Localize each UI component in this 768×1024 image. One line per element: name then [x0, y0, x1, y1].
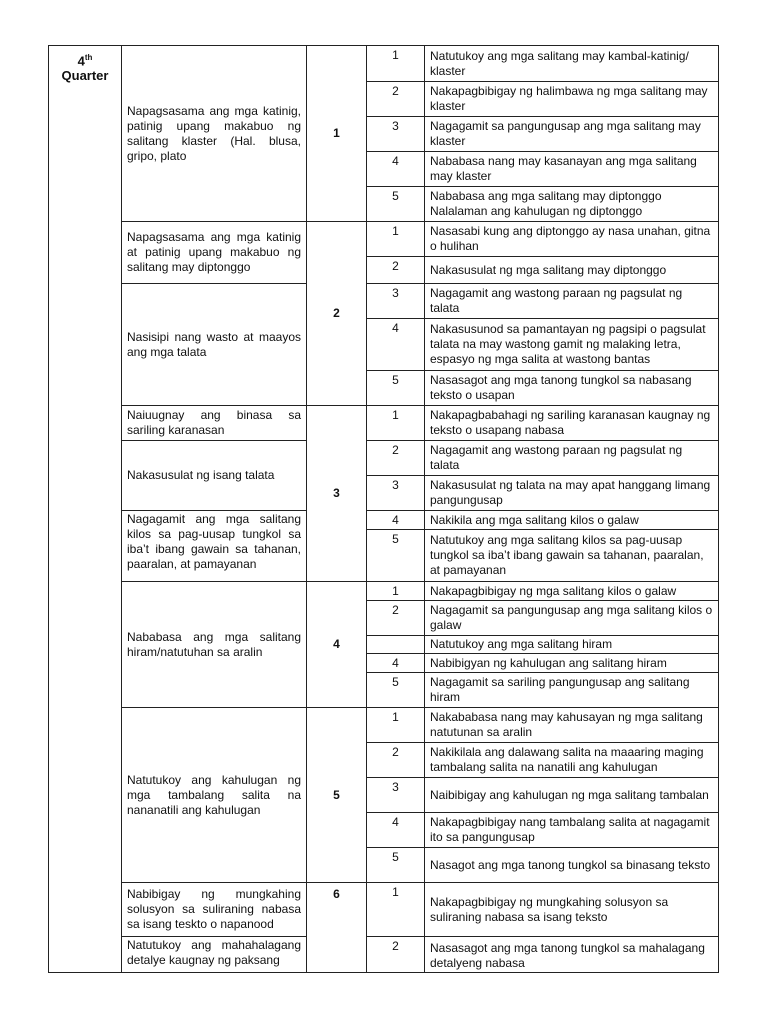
day-cell: 1	[367, 222, 425, 257]
objective-cell: Nagagamit sa sariling pangungusap ang salitang hiram	[425, 673, 719, 708]
objective-cell: Nagagamit ang wastong paraan ng pagsulat ng talata	[425, 441, 719, 476]
day-cell: 3	[367, 476, 425, 511]
quarter-label: Quarter	[61, 68, 109, 84]
day-cell: 2	[367, 937, 425, 973]
objective-cell: Nagagamit ang wastong paraan ng pagsulat ng talata	[425, 284, 719, 319]
objective-cell: Naibibigay ang kahulugan ng mga salitang tambalan	[425, 778, 719, 813]
day-cell: 2	[367, 257, 425, 284]
objective-cell: Nakapagbibigay ng mungkahing solusyon sa suliraning nabasa sa isang teksto	[425, 883, 719, 937]
objective-cell: Nasasagot ang mga tanong tungkol sa nabasang teksto o usapan	[425, 371, 719, 406]
day-cell: 3	[367, 778, 425, 813]
week-cell: 4	[307, 582, 367, 708]
day-cell: 1	[367, 883, 425, 937]
competency-cell: Napagsasama ang mga katinig at patinig upang makabuo ng salitang may diptonggo	[122, 222, 307, 284]
objective-cell: Nagagamit sa pangungusap ang mga salitang kilos o galaw	[425, 601, 719, 636]
day-cell: 4	[367, 152, 425, 187]
day-cell: 2	[367, 743, 425, 778]
competency-cell: Nababasa ang mga salitang hiram/natutuhan sa aralin	[122, 582, 307, 708]
objective-cell: Nasasagot ang mga tanong tungkol sa mahalagang detalyeng nabasa	[425, 937, 719, 973]
day-cell: 2	[367, 601, 425, 636]
week-cell: 1	[307, 46, 367, 222]
competency-cell: Napagsasama ang mga katinig, patinig upang makabuo ng salitang klaster (Hal. blusa, gripo, plato	[122, 46, 307, 222]
day-cell: 5	[367, 530, 425, 582]
objective-cell: Natutukoy ang mga salitang may kambal-katinig/ klaster	[425, 46, 719, 82]
competency-cell: Naiuugnay ang binasa sa sariling karanasan	[122, 406, 307, 441]
objective-cell: Nakasusulat ng mga salitang may diptonggo	[425, 257, 719, 284]
day-cell: 4	[367, 511, 425, 530]
objective-cell: Nakasusunod sa pamantayan ng pagsipi o pagsulat talata na may wastong gamit ng malaking letra, espasyo ng mga salita at wastong bantas	[425, 319, 719, 371]
curriculum-table	[48, 45, 719, 973]
objective-cell: Nasagot ang mga tanong tungkol sa binasang teksto	[425, 848, 719, 883]
objective-cell: Nakasusulat ng talata na may apat hanggang limang pangungusap	[425, 476, 719, 511]
objective-cell: Nabibigyan ng kahulugan ang salitang hiram	[425, 654, 719, 673]
week-cell: 2	[307, 222, 367, 406]
day-cell: 5	[367, 187, 425, 222]
day-cell: 2	[367, 82, 425, 117]
quarter-suffix: th	[84, 53, 93, 62]
day-cell: 1	[367, 708, 425, 743]
competency-cell: Natutukoy ang mahahalagang detalye kaugnay ng paksang	[122, 937, 307, 973]
day-cell: 2	[367, 441, 425, 476]
objective-cell: Nakapagbibigay ng halimbawa ng mga salitang may klaster	[425, 82, 719, 117]
objective-cell: Nakikilala ang dalawang salita na maaaring maging tambalang salita na nanatili ang kahulugan	[425, 743, 719, 778]
day-cell: 5	[367, 673, 425, 708]
day-cell: 1	[367, 406, 425, 441]
quarter-cell	[49, 46, 122, 973]
competency-cell: Nakasusulat ng isang talata	[122, 441, 307, 511]
competency-cell: Nasisipi nang wasto at maayos ang mga talata	[122, 284, 307, 406]
day-cell: 5	[367, 848, 425, 883]
day-cell: 4	[367, 813, 425, 848]
day-cell: 1	[367, 582, 425, 601]
day-cell: 4	[367, 654, 425, 673]
objective-cell: Nakapagbibigay nang tambalang salita at nagagamit ito sa pangungusap	[425, 813, 719, 848]
competency-cell: Nabibigay ng mungkahing solusyon sa suliraning nabasa sa isang teskto o napanood	[122, 883, 307, 937]
week-cell: 3	[307, 406, 367, 582]
day-cell: 1	[367, 46, 425, 82]
day-cell: 3	[367, 284, 425, 319]
week-cell: 6	[307, 883, 367, 973]
week-cell: 5	[307, 708, 367, 883]
day-cell: 4	[367, 319, 425, 371]
objective-cell: Nakapagbabahagi ng sariling karanasan kaugnay ng teksto o usapang nabasa	[425, 406, 719, 441]
objective-cell: Nakikila ang mga salitang kilos o galaw	[425, 511, 719, 530]
objective-cell: Natutukoy ang mga salitang kilos sa pag-uusap tungkol sa iba’t ibang gawain sa tahanan, paaralan, at pamayanan	[425, 530, 719, 582]
day-cell: 5	[367, 371, 425, 406]
objective-cell: Nababasa nang may kasanayan ang mga salitang may klaster	[425, 152, 719, 187]
competency-cell: Nagagamit ang mga salitang kilos sa pag-uusap tungkol sa iba’t ibang gawain sa tahanan, paaralan, at pamayanan	[122, 511, 307, 582]
objective-cell: Nasasabi kung ang diptonggo ay nasa unahan, gitna o hulihan	[425, 222, 719, 257]
objective-cell: Nakapagbibigay ng mga salitang kilos o galaw	[425, 582, 719, 601]
objective-cell: Nagagamit sa pangungusap ang mga salitang may klaster	[425, 117, 719, 152]
objective-cell: Nakababasa nang may kahusayan ng mga salitang natutunan sa aralin	[425, 708, 719, 743]
day-cell: 3	[367, 117, 425, 152]
objective-cell: Natutukoy ang mga salitang hiram	[425, 636, 719, 654]
competency-cell: Natutukoy ang kahulugan ng mga tambalang salita na nananatili ang kahulugan	[122, 708, 307, 883]
objective-cell: Nababasa ang mga salitang may diptonggo Nalalaman ang kahulugan ng diptonggo	[425, 187, 719, 222]
day-cell	[367, 636, 425, 654]
quarter-number: 4	[77, 53, 85, 69]
